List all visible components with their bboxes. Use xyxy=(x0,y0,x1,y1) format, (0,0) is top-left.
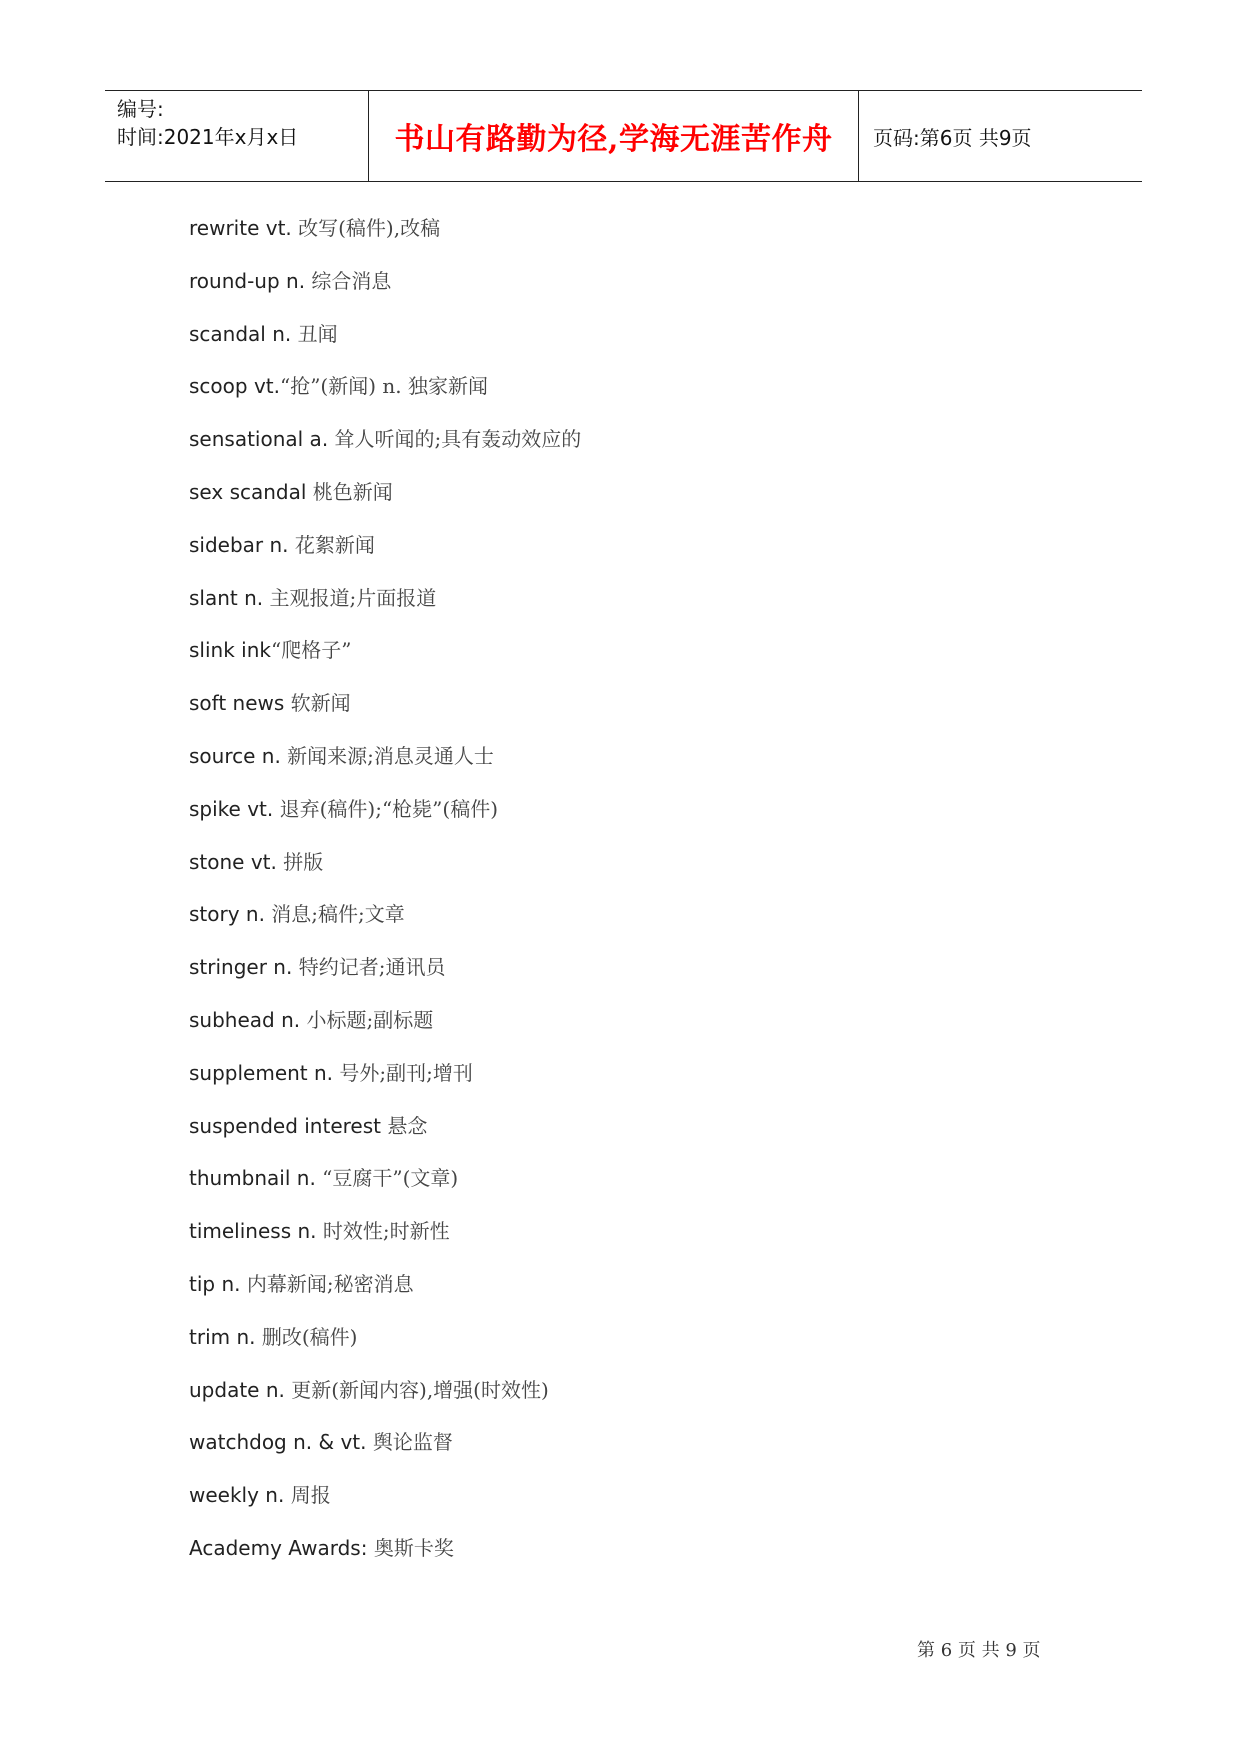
header-meta-cell xyxy=(105,91,369,181)
glossary-entry xyxy=(189,1370,1089,1423)
glossary-entry xyxy=(189,1211,1089,1264)
header-page-cell xyxy=(859,91,1142,181)
glossary-entry xyxy=(189,630,1089,683)
entry-term: update n. xyxy=(189,1377,285,1402)
entry-definition: 删改(稿件) xyxy=(255,1324,358,1349)
entry-definition: “豆腐干”(文章) xyxy=(315,1166,459,1191)
glossary-entry xyxy=(189,1158,1089,1211)
entry-definition: 综合消息 xyxy=(305,268,392,293)
header-page-info: 页码:第6页 共9页 xyxy=(873,125,1032,150)
entry-term: source n. xyxy=(189,743,281,768)
entry-term: story n. xyxy=(189,902,265,927)
entry-definition: 小标题;副标题 xyxy=(300,1007,434,1032)
entry-term: slant n. xyxy=(189,585,264,610)
glossary-entry xyxy=(189,842,1089,895)
entry-term: scoop vt. xyxy=(189,374,280,399)
glossary-list xyxy=(189,208,1089,1581)
entry-definition: 耸人听闻的;具有轰动效应的 xyxy=(328,427,582,452)
entry-definition: 丑闻 xyxy=(291,321,338,346)
entry-definition: 主观报道;片面报道 xyxy=(263,585,437,610)
entry-definition: 软新闻 xyxy=(284,691,351,716)
glossary-entry xyxy=(189,314,1089,367)
entry-term: sex scandal xyxy=(189,479,307,504)
entry-definition: 内幕新闻;秘密消息 xyxy=(240,1271,414,1296)
entry-term: Academy Awards: xyxy=(189,1535,368,1560)
glossary-entry xyxy=(189,261,1089,314)
glossary-entry xyxy=(189,894,1089,947)
entry-definition: 消息;稿件;文章 xyxy=(264,902,405,927)
entry-definition: “抢”(新闻) n. 独家新闻 xyxy=(279,374,488,399)
entry-definition: 时效性;时新性 xyxy=(316,1219,450,1244)
entry-definition: 更新(新闻内容),增强(时效性) xyxy=(284,1377,549,1402)
page-footer: 第 6 页 共 9 页 xyxy=(917,1640,1041,1661)
entry-term: supplement n. xyxy=(189,1060,334,1085)
entry-term: rewrite vt. xyxy=(189,216,292,240)
entry-definition: 周报 xyxy=(284,1483,331,1508)
glossary-entry xyxy=(189,1264,1089,1317)
entry-term: stone vt. xyxy=(189,849,277,874)
glossary-entry xyxy=(189,419,1089,472)
entry-term: round-up n. xyxy=(189,268,306,293)
entry-term: subhead n. xyxy=(189,1007,301,1032)
glossary-entry xyxy=(189,1106,1089,1159)
glossary-entry xyxy=(189,683,1089,736)
document-number-label: 编号: xyxy=(117,97,164,121)
glossary-entry xyxy=(189,472,1089,525)
glossary-entry xyxy=(189,1422,1089,1475)
glossary-entry xyxy=(189,366,1089,419)
header-slogan: 书山有路勤为径,学海无涯苦作舟 xyxy=(394,122,833,157)
entry-definition: 改写(稿件),改稿 xyxy=(291,216,441,240)
glossary-entry xyxy=(189,578,1089,631)
glossary-entry xyxy=(189,947,1089,1000)
entry-term: sensational a. xyxy=(189,427,329,452)
entry-term: soft news xyxy=(189,691,285,716)
entry-definition: 号外;副刊;增刊 xyxy=(333,1060,473,1085)
entry-term: suspended interest xyxy=(189,1113,381,1138)
entry-term: spike vt. xyxy=(189,796,274,821)
entry-term: slink ink xyxy=(189,638,271,663)
entry-definition: 花絮新闻 xyxy=(288,532,375,557)
entry-term: scandal n. xyxy=(189,321,292,346)
entry-definition: 退弃(稿件);“枪毙”(稿件) xyxy=(273,796,499,821)
glossary-entry xyxy=(189,1528,1089,1581)
document-header xyxy=(105,90,1142,182)
glossary-entry xyxy=(189,1475,1089,1528)
entry-definition: 奥斯卡奖 xyxy=(367,1535,454,1560)
glossary-entry xyxy=(189,1317,1089,1370)
entry-term: thumbnail n. xyxy=(189,1166,316,1191)
glossary-entry xyxy=(189,208,1089,261)
entry-definition: 悬念 xyxy=(380,1113,428,1138)
entry-definition: 舆论监督 xyxy=(366,1430,453,1455)
glossary-entry xyxy=(189,736,1089,789)
entry-term: weekly n. xyxy=(189,1483,285,1508)
entry-term: tip n. xyxy=(189,1271,241,1296)
entry-definition: 拼版 xyxy=(276,849,324,874)
entry-term: watchdog n. & vt. xyxy=(189,1430,367,1455)
entry-definition: 桃色新闻 xyxy=(306,479,393,504)
header-slogan-cell xyxy=(369,91,859,181)
glossary-entry xyxy=(189,789,1089,842)
entry-definition: “爬格子” xyxy=(270,638,352,663)
glossary-entry xyxy=(189,525,1089,578)
entry-definition: 特约记者;通讯员 xyxy=(292,955,446,980)
entry-term: trim n. xyxy=(189,1324,256,1349)
glossary-entry xyxy=(189,1053,1089,1106)
document-date: 时间:2021年x月x日 xyxy=(117,125,299,149)
entry-term: sidebar n. xyxy=(189,532,289,557)
entry-term: stringer n. xyxy=(189,955,293,980)
entry-definition: 新闻来源;消息灵通人士 xyxy=(280,743,494,768)
entry-term: timeliness n. xyxy=(189,1219,317,1244)
glossary-entry xyxy=(189,1000,1089,1053)
